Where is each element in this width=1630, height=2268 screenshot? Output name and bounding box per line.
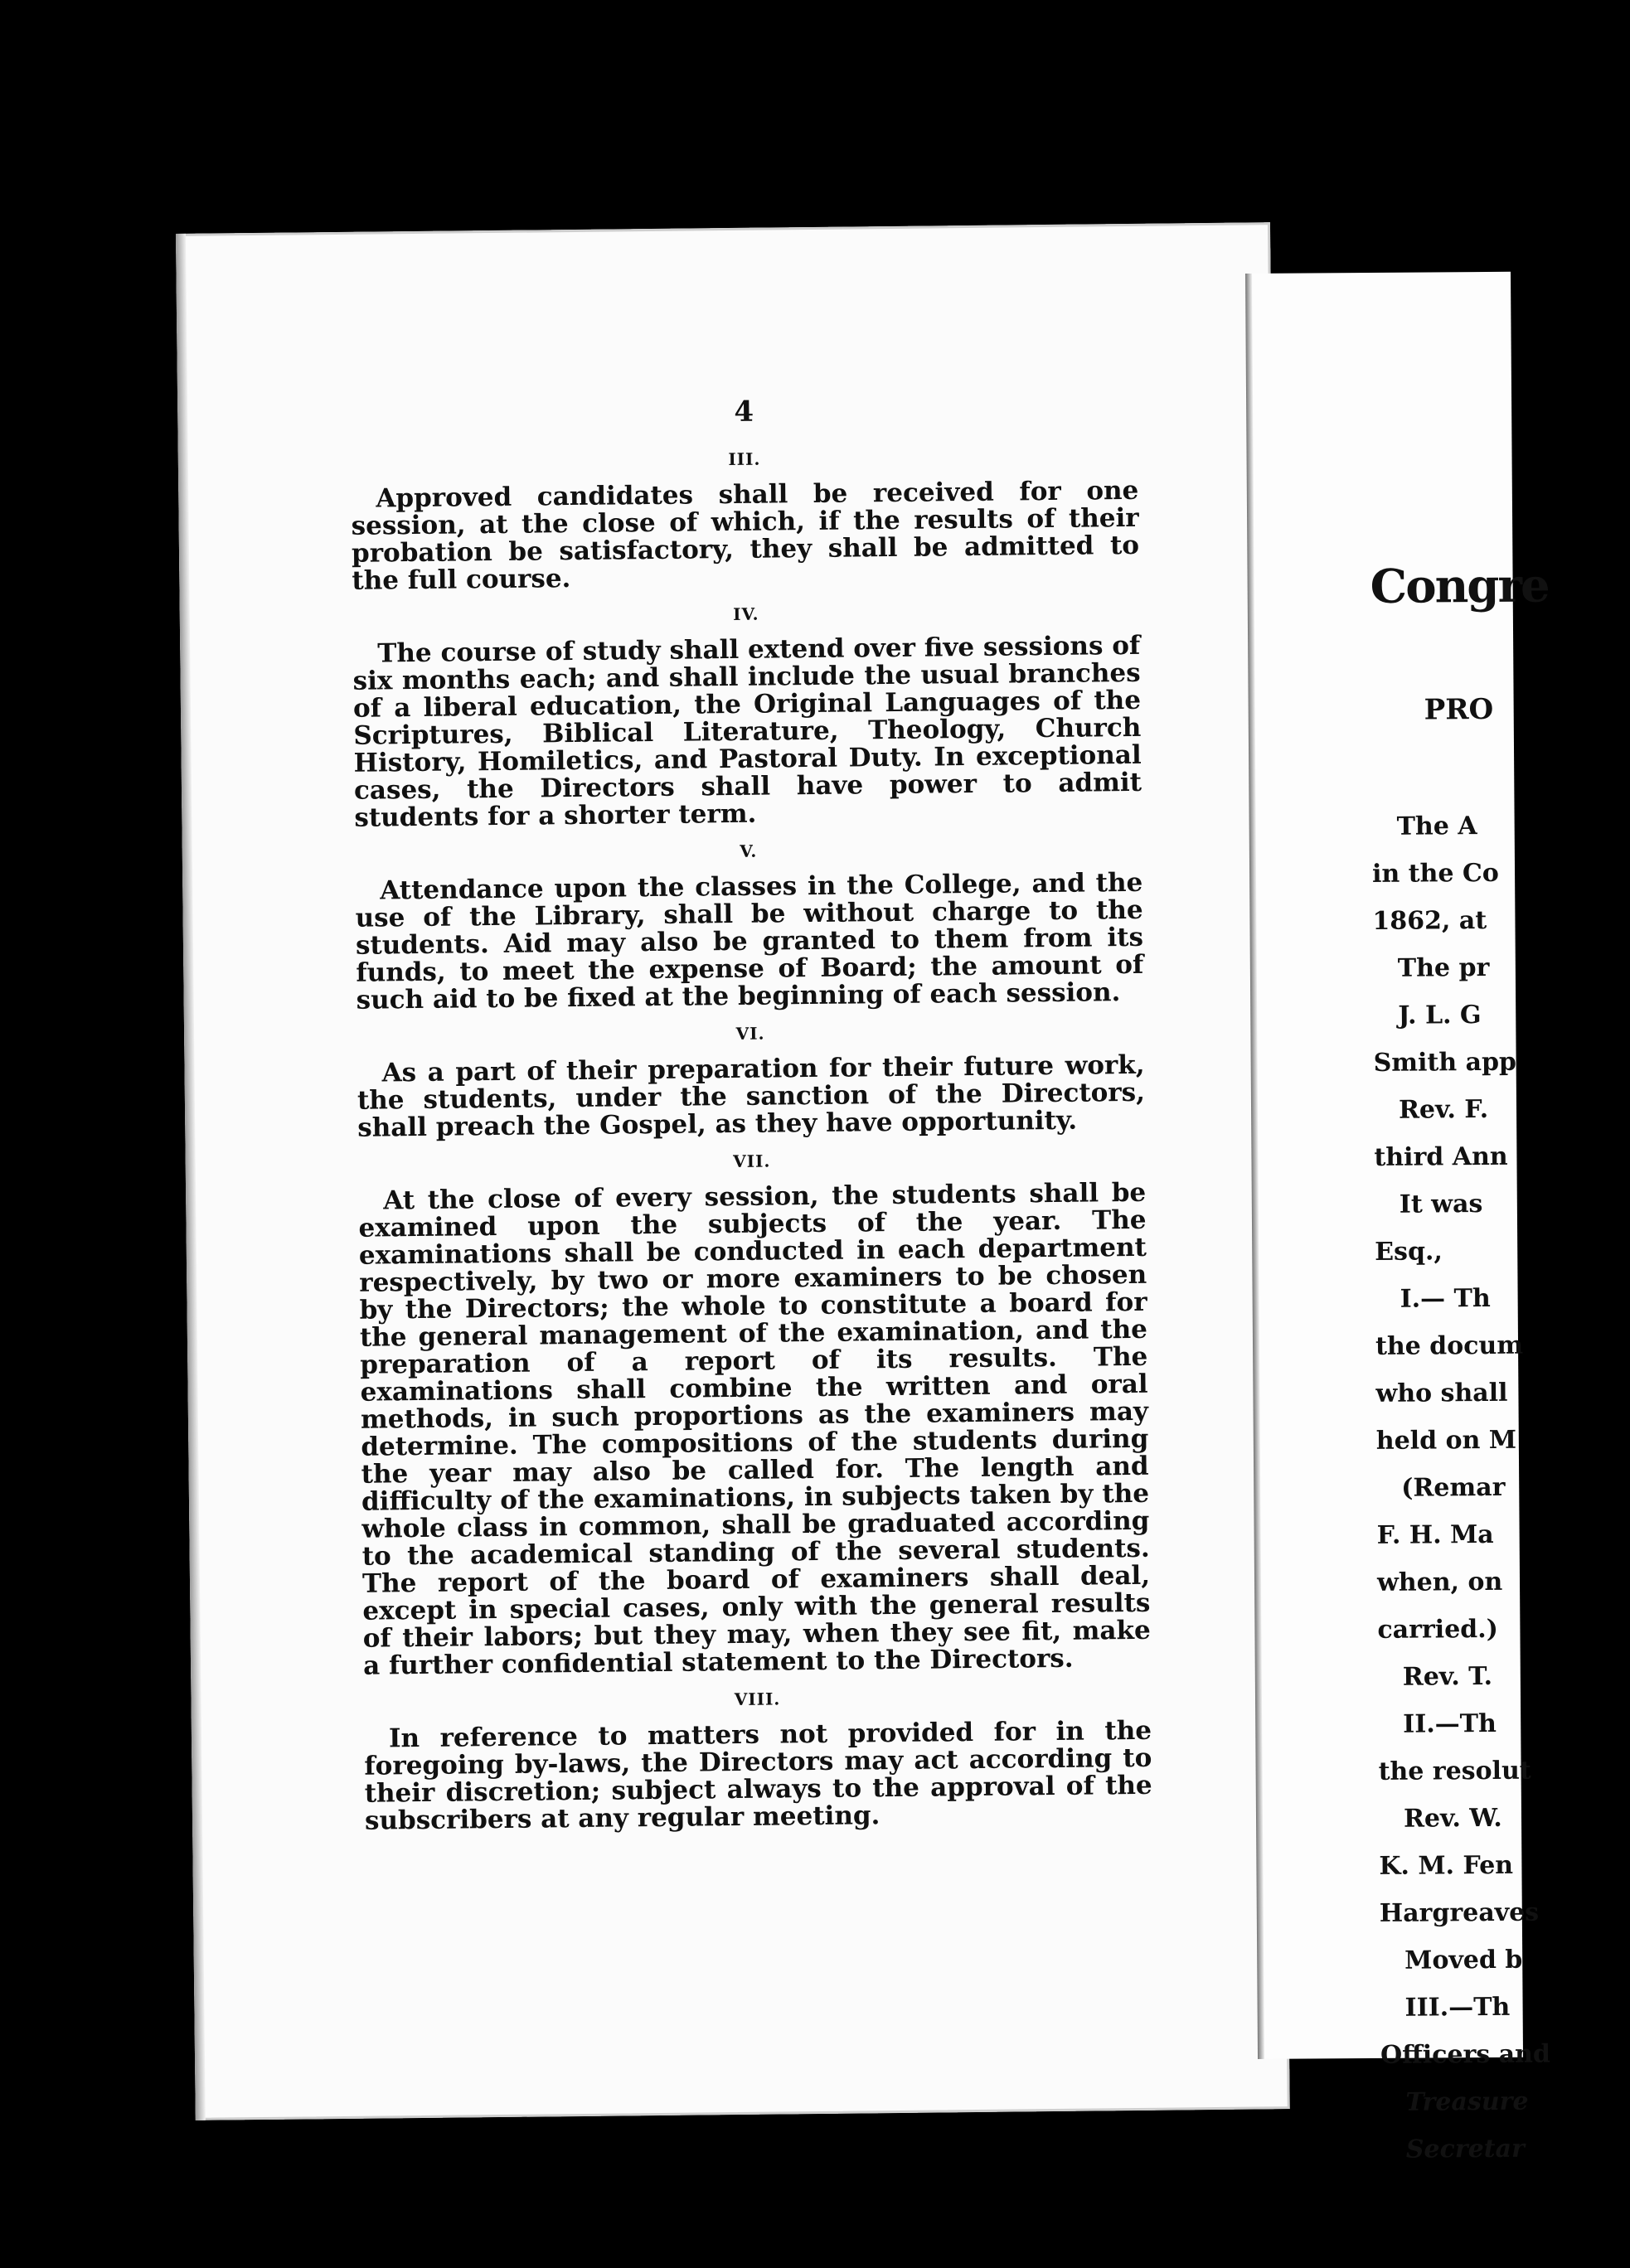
right-page-line: Moved b (1404, 1945, 1523, 1975)
right-page-line: Smith app (1373, 1047, 1517, 1078)
right-page-line: (Remar (1401, 1472, 1506, 1503)
right-page-line: in the Co (1371, 858, 1499, 889)
right-page-line: Hargreaves (1379, 1897, 1540, 1928)
right-page-line: II.—Th (1403, 1708, 1497, 1739)
right-page-line: the resolut (1378, 1756, 1531, 1786)
section-iv-text: The course of study shall extend over five sessions of six months each; and shall include the usual branches of a liberal education, the Original Languages of the Scriptures, Biblical Literature, Theology, Church History, Homiletics, and Pastoral Duty. In exceptional cases, the Directors shall have power to admit students for a shorter term. (352, 630, 1142, 833)
right-page (1245, 272, 1551, 2164)
right-page-line: third Ann (1374, 1141, 1508, 1172)
right-page-line: who shall (1375, 1378, 1508, 1408)
page-number: 4 (734, 395, 754, 429)
section-numeral-v: V. (740, 841, 758, 861)
section-numeral-iv: IV. (733, 603, 759, 624)
right-page-line: Treasure (1405, 2086, 1529, 2117)
right-page-line: The A (1396, 812, 1477, 841)
right-page-line: Rev. T. (1402, 1661, 1493, 1692)
right-page-line: F. H. Ma (1376, 1519, 1494, 1550)
right-page-line: The pr (1397, 952, 1490, 983)
right-page-line: Esq., (1375, 1237, 1443, 1267)
section-numeral-vi: VI. (735, 1023, 765, 1044)
right-page-line: K. M. Fen (1379, 1850, 1514, 1881)
right-page-line: Secretar (1405, 2134, 1525, 2164)
right-page-line: held on M (1375, 1425, 1517, 1456)
section-iii-text: Approved candidates shall be received for one session, at the close of which, if the results of their probation be satisfactory, they shall be admitted to the full course. (351, 475, 1140, 596)
right-page-heading: Congre (1370, 558, 1549, 614)
right-page-line: Rev. F. (1398, 1094, 1489, 1125)
right-page-line: when, on (1376, 1567, 1503, 1597)
right-page-line: It was (1399, 1190, 1483, 1219)
section-numeral-vii: VII. (733, 1151, 771, 1172)
right-page-lines (1371, 802, 1630, 2174)
section-viii-text: In reference to matters not provided for in the foregoing by-laws, the Directors may act according to their discretion; subject always to the approval of the subscribers at any regular meeting. (364, 1715, 1152, 1836)
right-page-line: Officers and (1380, 2039, 1551, 2070)
right-page-line: the docum (1375, 1330, 1524, 1361)
right-page-line: 1862, at (1372, 905, 1487, 936)
left-page-text (350, 395, 1152, 1835)
section-numeral-viii: VIII. (734, 1689, 781, 1710)
section-v-text: Attendance upon the classes in the College, and the use of the Library, shall be without charge to the students. Aid may also be granted to them from its funds, to meet the expense of Board; the amount of such aid to be fixed at the beginning of each session. (355, 867, 1144, 1015)
left-page (176, 222, 1290, 2120)
section-vi-text: As a part of their preparation for their future work, the students, under the sanction of the Directors, shall preach the Gospel, as they have opportunity. (357, 1049, 1146, 1143)
right-page-line: III.—Th (1404, 1992, 1511, 2023)
right-page-subheading: PRO (1424, 692, 1494, 727)
section-numeral-iii: III. (728, 448, 761, 470)
right-page-line: I.— Th (1400, 1283, 1491, 1314)
right-page-line: Rev. W. (1403, 1803, 1502, 1834)
section-vii-text: At the close of every session, the students shall be examined upon the subjects of the year. The examinations shall be conducted in each department respectively, by two or more examiners to be chosen by the Directors; the whole to constitute a board for the general management of the examination, and the preparation of a report of its results. The examinations shall combine the written and oral methods, in such proportions as the examiners may determine. The compositions of the students during the year may also be called for. The length and difficulty of the examinations, in subjects taken by the whole class in common, shall be graduated according to the academical standing of the several students. The report of the board of examiners shall deal, except in special cases, only with the general results of their labors; but they may, when they see fit, make a further confidential statement to the Directors. (358, 1177, 1151, 1681)
right-page-line: carried.) (1377, 1614, 1498, 1645)
right-page-line: J. L. G (1398, 1001, 1482, 1030)
